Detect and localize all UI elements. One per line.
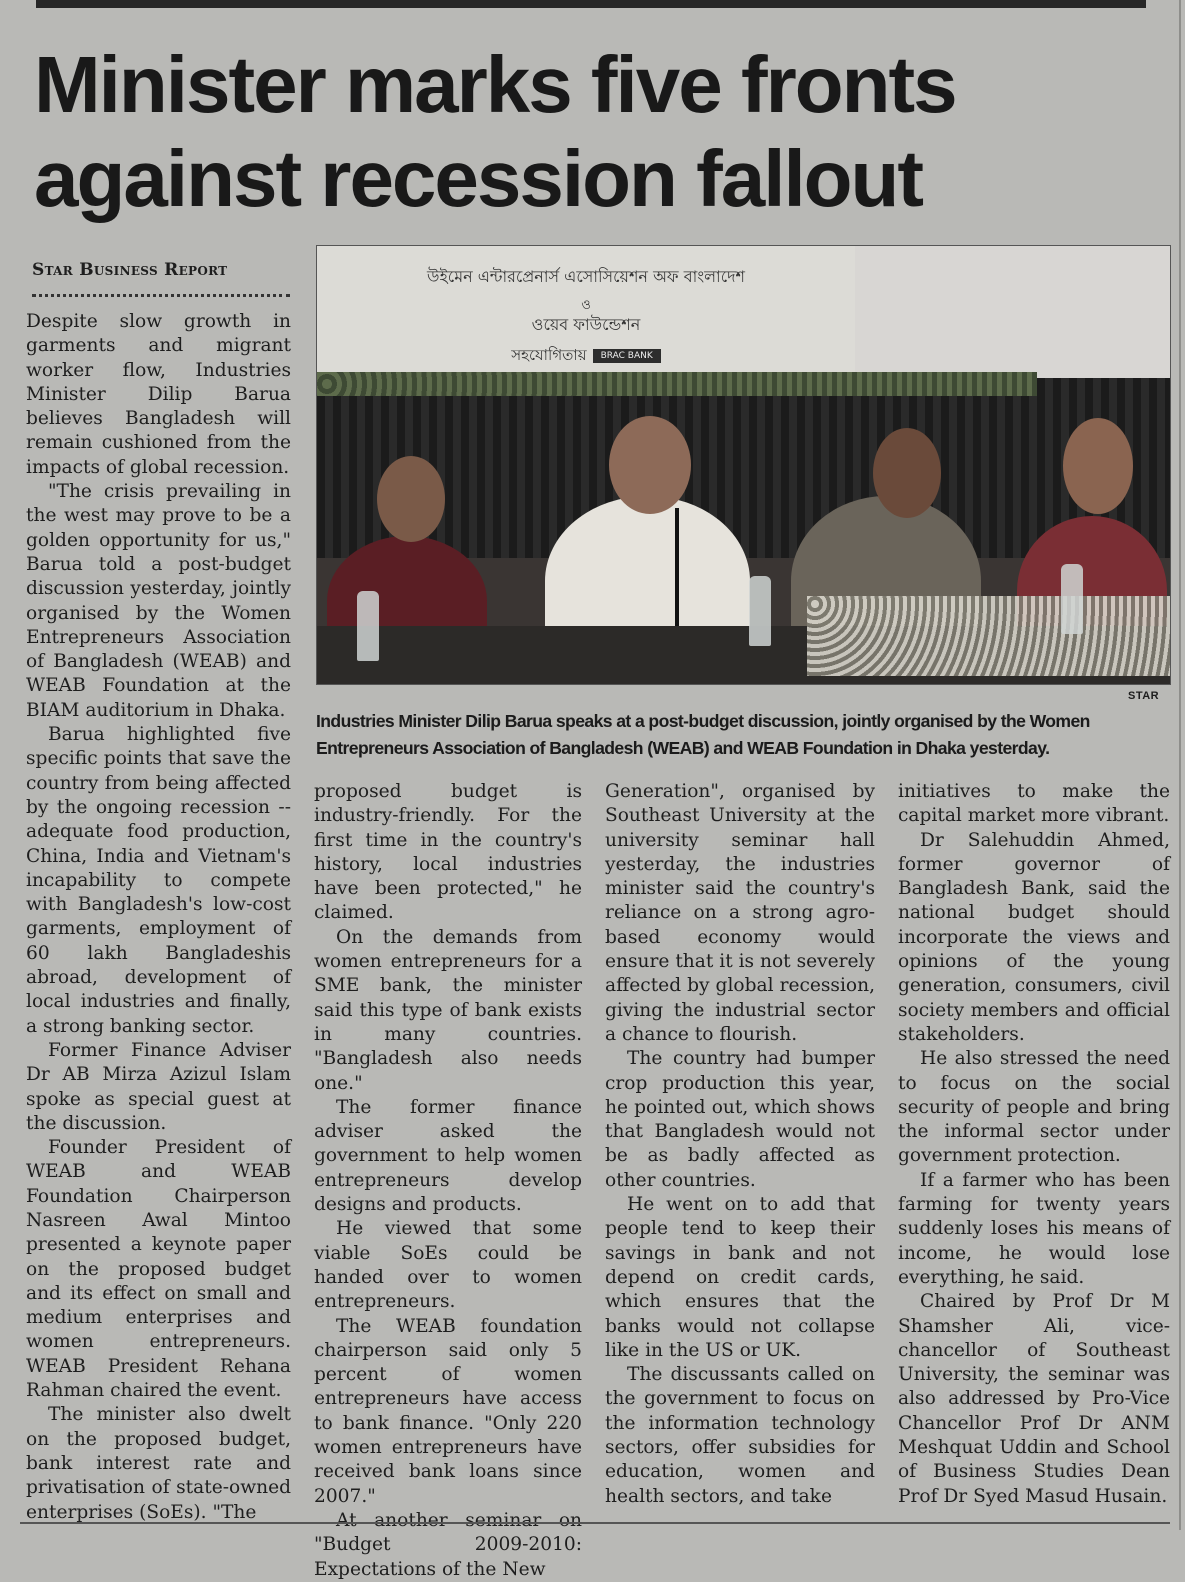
person-minister-head xyxy=(609,416,691,514)
paragraph: The former finance adviser asked the government to help women entrepreneurs develop designs and products. xyxy=(314,1096,582,1216)
paragraph: The minister also dwelt on the proposed budget, bank interest rate and privatisation of state-owned enterprises (SoEs). "The xyxy=(26,1404,291,1523)
photo-flowers xyxy=(807,596,1170,676)
column-3 xyxy=(605,780,875,1509)
photo-banner xyxy=(317,246,855,378)
paragraph: initiatives to make the capital market more vibrant. xyxy=(898,781,1170,827)
paragraph: "The crisis prevailing in the west may prove to be a golden opportunity for us," Barua told a post-budget discussion yesterday, jointly organised by the Women Entrepreneurs Association of Bangladesh (WEAB) and WEAB Foundation at the BIAM auditorium in Dhaka. xyxy=(26,481,291,721)
paragraph: Dr Salehuddin Ahmed, former governor of Bangladesh Bank, said the national budget should incorporate the views and opinions of the young generation, consumers, civil society members and official stakeholders. xyxy=(898,829,1170,1045)
banner-line-4-text: সহযোগিতায় xyxy=(511,346,587,364)
headline-line-2: against recession fallout xyxy=(34,134,923,223)
person-woman-left-head xyxy=(377,456,445,542)
photo-caption: Industries Minister Dilip Barua speaks at a post-budget discussion, jointly organised by the Women Entrepreneurs Association of Bangladesh (WEAB) and WEAB Foundation in Dhaka yesterday. xyxy=(316,711,1090,758)
byline-divider xyxy=(32,294,290,297)
paragraph: At another seminar on "Budget 2009-2010: Expectations of the New xyxy=(314,1509,582,1580)
column-1 xyxy=(26,310,291,1525)
banner-line-4 xyxy=(317,344,855,369)
photo-garland xyxy=(317,372,1037,396)
paragraph: Chaired by Prof Dr M Shamsher Ali, vice-chancellor of Southeast University, the seminar was also addressed by Pro-Vice Chancellor Prof Dr ANM Meshquat Uddin and School of Business Studies Dean Prof Dr Syed Masud Husain. xyxy=(898,1291,1170,1507)
paragraph: Despite slow growth in garments and migrant worker flow, Industries Minister Dilip Barua believes Bangladesh will remain cushioned from the impacts of global recession. xyxy=(26,311,291,478)
water-bottle xyxy=(749,576,771,646)
byline: Star Business Report xyxy=(32,260,228,280)
paragraph: Generation", organised by Southeast University at the university seminar hall yesterday, the industries minister said the country's reliance on a strong agro-based economy would ensure that it is not severely affected by global recession, giving the industrial sector a chance to flourish. xyxy=(605,781,875,1045)
bottom-rule xyxy=(20,1522,1170,1524)
column-4 xyxy=(898,780,1170,1509)
paragraph: Former Finance Adviser Dr AB Mirza Azizul Islam spoke as special guest at the discussion. xyxy=(26,1039,291,1134)
water-bottle xyxy=(1061,564,1083,634)
column-2 xyxy=(314,780,582,1582)
paragraph: Founder President of WEAB and WEAB Foundation Chairperson Nasreen Awal Mintoo presented a keynote paper on the proposed budget and its effect on small and medium enterprises and women entrepreneurs. WEAB President Rehana Rahman chaired the event. xyxy=(26,1137,291,1402)
paragraph: If a farmer who has been farming for twenty years suddenly loses his means of income, he would lose everything, he said. xyxy=(898,1169,1170,1288)
paragraph: The country had bumper crop production this year, he pointed out, which shows that Bangladesh would not be as badly affected as other countries. xyxy=(605,1048,875,1191)
microphone-stand xyxy=(675,508,679,638)
banner-line-1: উইমেন এন্টারপ্রেনার্স এসোসিয়েশন অফ বাংলাদেশ xyxy=(427,267,745,286)
paragraph: He went on to add that people tend to keep their savings in bank and not depend on credit cards, which ensures that the banks would not collapse like in the US or UK. xyxy=(605,1194,875,1361)
photo-curtain xyxy=(317,378,1170,558)
water-bottle xyxy=(357,591,379,661)
paragraph: The WEAB foundation chairperson said only 5 percent of women entrepreneurs have access to bank finance. "Only 220 women entrepreneurs have received bank loans since 2007." xyxy=(314,1315,582,1507)
right-rule xyxy=(1179,0,1181,1530)
top-rule xyxy=(36,0,1146,8)
photo-credit: STAR xyxy=(1128,690,1160,702)
person-man-right-head xyxy=(873,428,941,518)
paragraph: The discussants called on the government to focus on the information technology sectors, offer subsidies for education, women and health sectors, and take xyxy=(605,1364,875,1507)
paragraph: proposed budget is industry-friendly. For the first time in the country's history, local industries have been protected," he claimed. xyxy=(314,781,582,924)
news-photo xyxy=(316,245,1171,685)
paragraph: Barua highlighted five specific points that save the country from being affected by the ongoing recession -- adequate food production, China, India and Vietnam's incapability to compete with Bangladesh's low-cost garments, employment of 60 lakh Bangladeshis abroad, development of local industries and finally, a strong banking sector. xyxy=(26,724,291,1037)
paragraph: He viewed that some viable SoEs could be handed over to women entrepreneurs. xyxy=(314,1218,582,1313)
banner-line-2: ও xyxy=(581,298,591,313)
person-woman-right-head xyxy=(1063,418,1133,514)
headline xyxy=(34,38,1144,226)
sponsor-logo: BRAC BANK xyxy=(593,349,661,363)
banner-line-3: ওয়েব ফাউন্ডেশন xyxy=(531,315,641,334)
headline-line-1: Minister marks five fronts xyxy=(34,40,956,129)
paragraph: He also stressed the need to focus on the social security of people and bring the informal sector under government protection. xyxy=(898,1048,1170,1167)
paragraph: On the demands from women entrepreneurs for a SME bank, the minister said this type of bank exists in many countries. "Bangladesh also needs one." xyxy=(314,926,582,1094)
